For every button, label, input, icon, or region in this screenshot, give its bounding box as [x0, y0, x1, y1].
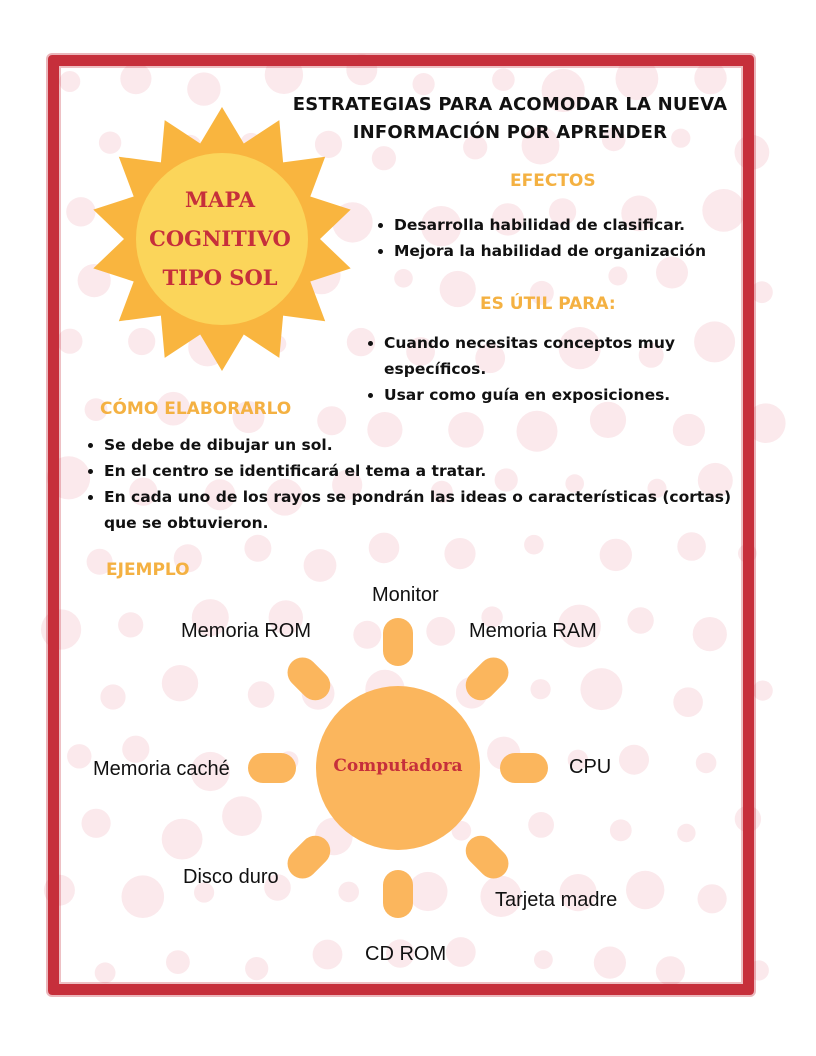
sun-title-line-1: MAPA: [184, 187, 256, 212]
ray-left: [248, 753, 296, 783]
list-item: • En cada uno de los rayos se pondrán las ideas o características (cortas) que se obtuvieron.: [104, 484, 744, 536]
ray-top: [383, 618, 413, 666]
example-center-label: Computadora: [333, 756, 463, 776]
ray-bottom: [383, 870, 413, 918]
ray-label-top-left: Memoria ROM: [181, 620, 312, 642]
como-heading: CÓMO ELABORARLO: [100, 399, 292, 419]
list-item: • Mejora la habilidad de organización: [394, 238, 774, 264]
efectos-heading: EFECTOS: [510, 171, 596, 191]
util-heading: ES ÚTIL PARA:: [480, 294, 616, 314]
list-item: • En el centro se identificará el tema a tratar.: [104, 458, 744, 484]
ray-label-bottom: CD ROM: [365, 943, 447, 965]
ejemplo-heading: EJEMPLO: [106, 560, 190, 580]
ray-top-right: [460, 651, 515, 706]
ray-bottom-right: [460, 830, 515, 885]
ray-label-left: Memoria caché: [93, 758, 230, 780]
ray-label-top-right: Memoria RAM: [469, 620, 597, 642]
page-title-line-2: INFORMACIÓN POR APRENDER: [352, 122, 668, 143]
list-item: • Se debe de dibujar un sol.: [104, 432, 744, 458]
efectos-list: [372, 212, 774, 264]
list-item: • Cuando necesitas conceptos muy específicos.: [384, 330, 744, 382]
sun-title-line-3: TIPO SOL: [162, 265, 278, 290]
sun-title-line-2: COGNITIVO: [149, 226, 291, 251]
background-dot: [751, 281, 773, 303]
ray-label-bottom-right: Tarjeta madre: [495, 889, 618, 911]
ray-label-top: Monitor: [372, 584, 439, 606]
page-title-line-1: ESTRATEGIAS PARA ACOMODAR LA NUEVA: [292, 94, 728, 115]
como-list: [82, 432, 744, 536]
ray-label-bottom-left: Disco duro: [183, 866, 279, 888]
list-item: • Desarrolla habilidad de clasificar.: [394, 212, 774, 238]
sun-title: [130, 180, 310, 297]
ray-bottom-left: [281, 830, 336, 885]
util-list: [362, 330, 744, 408]
ray-right: [500, 753, 548, 783]
ray-top-left: [281, 651, 336, 706]
list-item: • Usar como guía en exposiciones.: [384, 382, 744, 408]
ray-label-right: CPU: [569, 756, 612, 778]
background-dot: [753, 681, 773, 701]
